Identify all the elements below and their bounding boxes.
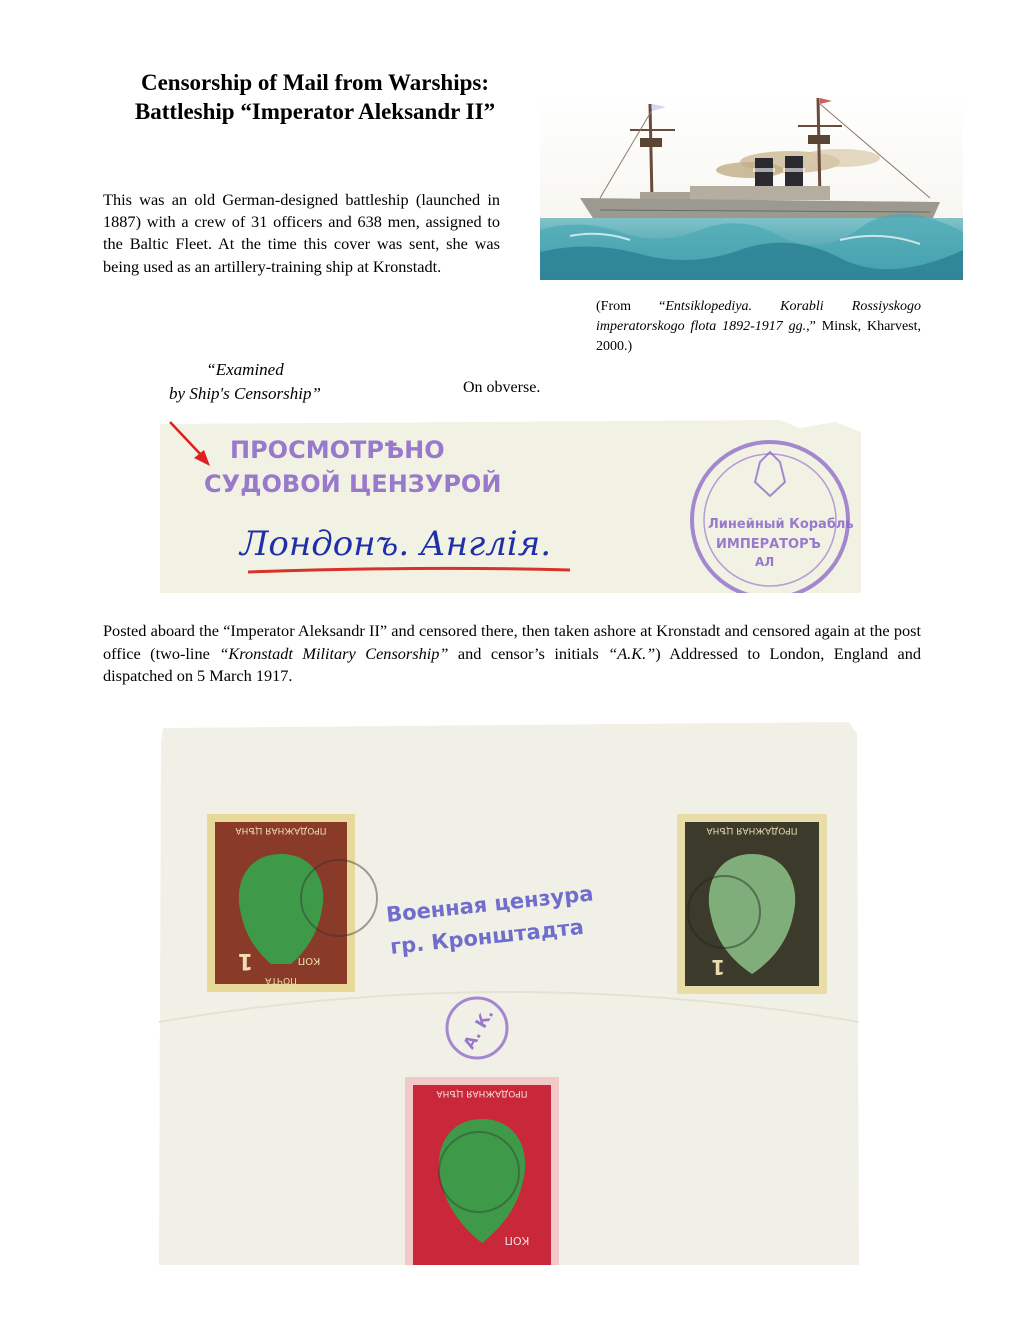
- page-title: [80, 68, 550, 126]
- kronstadt-censor-line-1: Военная цензура: [385, 881, 595, 927]
- description-part-2: and censor’s initials: [448, 643, 609, 663]
- examined-label-line-1: “Examined: [206, 360, 284, 379]
- stamp-1-value: 1: [237, 948, 253, 973]
- description-italic-1: “Kronstadt Military Censorship”: [219, 643, 449, 663]
- cover-description: [103, 620, 921, 688]
- description-part-1: Posted aboard the “Imperator Aleksandr II” and censored there, then taken ashore at Kronstadt and censored again at the post office (two-line: [103, 621, 921, 663]
- cachet-line-2: ИМПЕРАТОРЪ: [716, 537, 821, 552]
- stamp-1-top-text: ПРОДАЖНАЯ ЦѢНА: [235, 825, 327, 835]
- cover-back: [159, 722, 859, 1265]
- kronstadt-censor-line-2: гр. Кронштадта: [389, 914, 585, 959]
- stamp-3-top-text: ПРОДАЖНАЯ ЦѢНА: [436, 1088, 528, 1098]
- cachet-line-3: АЛ: [755, 555, 775, 569]
- cachet-line-1: Линейный Корабль: [708, 517, 854, 532]
- stamp-1-post: ПОЧТА: [265, 975, 297, 985]
- battleship-illustration: [540, 90, 963, 280]
- svg-text:А. К.: А. К.: [459, 1005, 498, 1053]
- stamp-3-unit: КОП: [504, 1234, 530, 1247]
- stamp-1-kopek-red: [405, 1077, 559, 1265]
- ship-censor-stamp-line-2: СУДОВОЙ ЦЕНЗУРОЙ: [204, 470, 502, 498]
- stamp-1-kopek-dark: [677, 814, 827, 994]
- cover-front-strip: [160, 420, 861, 593]
- ship-censor-stamp-line-1: ПРОСМОТРѢНО: [230, 436, 445, 464]
- description-italic-2: “A.K.”: [608, 643, 656, 663]
- title-line-2: Battleship “Imperator Aleksandr II”: [134, 99, 496, 124]
- description-part-3: ) Addressed to London, England and dispatched on 5 March 1917.: [103, 643, 921, 685]
- stamp-2-value: 1: [711, 955, 725, 979]
- stamp-1-unit: КОП: [297, 955, 321, 966]
- examined-label: [140, 358, 350, 406]
- intro-paragraph: This was an old German-designed battleship (launched in 1887) with a crew of 31 officers and 638 men, assigned to the Baltic Fleet. At the time this cover was sent, she was being used as an artillery-training ship at Kronstadt.: [103, 190, 500, 276]
- caption-suffix: ,” Minsk, Kharvest, 2000.): [596, 319, 921, 354]
- illustration-caption: [596, 297, 921, 357]
- caption-prefix: (From “: [596, 299, 666, 314]
- title-line-1: Censorship of Mail from Warships:: [140, 70, 489, 95]
- examined-label-line-2: by Ship's Censorship”: [169, 384, 321, 403]
- obverse-label: On obverse.: [463, 379, 541, 396]
- stamp-2-top-text: ПРОДАЖНАЯ ЦѢНА: [706, 825, 798, 835]
- stamp-1-kopek-brown: [207, 814, 355, 992]
- handwritten-address: Лондонъ. Англія.: [240, 524, 552, 564]
- caption-source-title: Entsiklopediya. Korabli Rossiyskogo imperatorskogo flota 1892-1917 gg.: [596, 299, 922, 334]
